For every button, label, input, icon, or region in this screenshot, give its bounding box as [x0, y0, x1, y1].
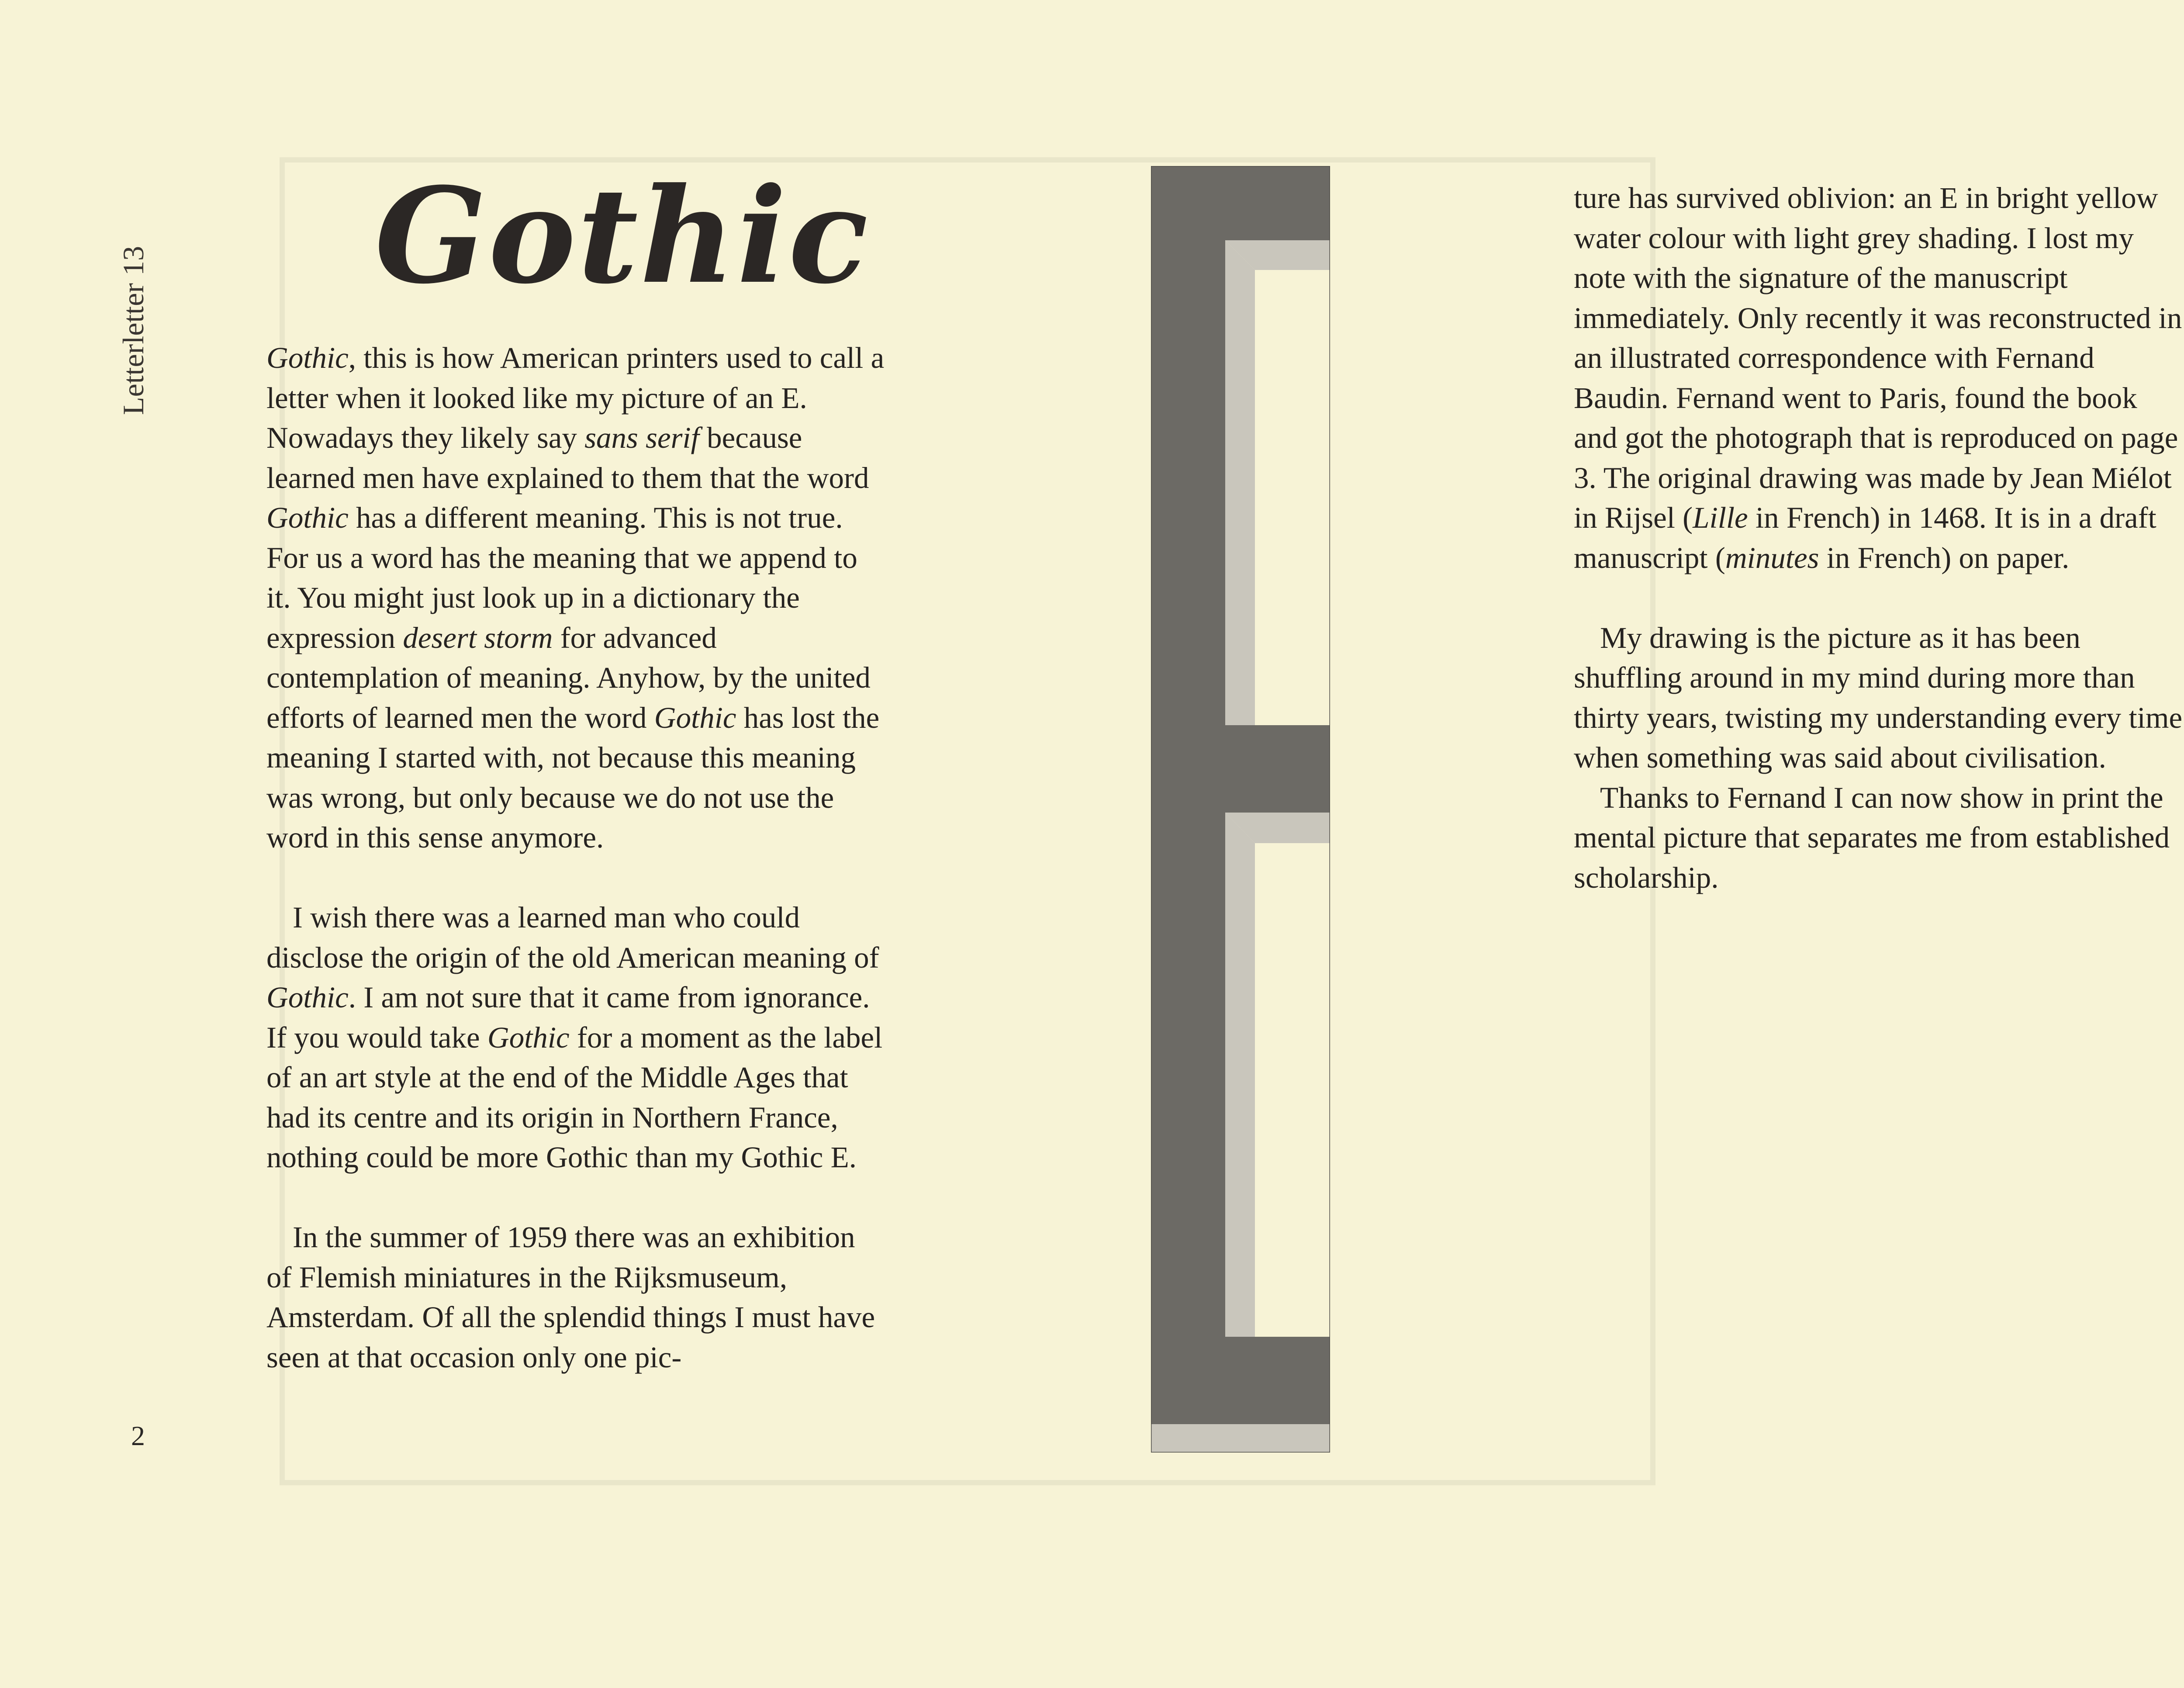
e-stem-shadow-lower: [1225, 813, 1255, 1337]
text-run: . I am not sure that it came from ignorance. If you would take: [266, 981, 870, 1054]
italic-run: Gothic: [487, 1020, 570, 1054]
e-middle-bar-dark: [1225, 725, 1330, 813]
e-base-light: [1151, 1424, 1330, 1453]
italic-run: Gothic: [654, 701, 736, 734]
e-stem-shadow-upper: [1225, 240, 1255, 725]
text-run: , this is how American printers used to call a letter when it looked like my picture of an E. Nowadays they likely say: [266, 341, 885, 454]
italic-run: Gothic: [266, 341, 349, 374]
text-run: I wish there was a learned man who could disclose the origin of the old American meaning of: [266, 901, 879, 974]
text-run: has lost the meaning I started with, not because this meaning was wrong, but only because we do not use the word in this sense anymore.: [266, 701, 880, 854]
text-run: ture has survived oblivion: an E in bright yellow water colour with light grey shading. I lost my note with the signature of the manuscript immediately. Only recently it was reconstructed in an illustrated correspondence with Fernand Baudin. Fernand went to Paris, found the book and got the photograph that is reproduced on page 3. The original drawing was made by Jean Miélot in Rijsel (: [1574, 181, 2182, 534]
text-run: for a moment as the label of an art style at the end of the Middle Ages that had its centre and its origin in Northern France, nothing could be more Gothic than my Gothic E.: [266, 1020, 883, 1174]
e-top-bar-dark: [1151, 166, 1330, 240]
gothic-e-illustration: [1151, 166, 1330, 1453]
right-text-column: [1574, 178, 2184, 898]
text-run: in French) in 1468. It is in a draft manuscript (: [1574, 501, 2156, 574]
italic-run: Gothic: [266, 501, 349, 534]
text-run: because learned men have explained to them that the word: [266, 421, 869, 495]
paragraph: [266, 898, 887, 1178]
italic-run: sans serif: [584, 421, 699, 454]
paragraph: [1574, 778, 2184, 898]
paragraph: [1574, 618, 2184, 778]
paragraph: [266, 338, 887, 858]
left-text-column: [266, 338, 887, 1377]
text-run: in French) on paper.: [1819, 541, 2070, 574]
text-run: In the summer of 1959 there was an exhibition of Flemish miniatures in the Rijksmuseum, Amsterdam. Of all the splendid things I must have seen at that occasion only one pic-: [266, 1221, 875, 1374]
paragraph: [266, 1218, 887, 1377]
text-run: Thanks to Fernand I can now show in print the mental picture that separates me from established scholarship.: [1574, 781, 2170, 894]
italic-run: Gothic: [266, 981, 349, 1014]
text-run: for advanced contemplation of meaning. Anyhow, by the united efforts of learned men the word: [266, 621, 871, 734]
page-number: 2: [131, 1420, 145, 1451]
italic-run: Lille: [1693, 501, 1748, 534]
text-run: My drawing is the picture as it has been shuffling around in my mind during more than thirty years, twisting my understanding every time when something was said about civilisation.: [1574, 621, 2183, 774]
paragraph: [1574, 178, 2184, 578]
italic-run: desert storm: [403, 621, 553, 654]
running-head: Letterletter 13: [117, 246, 150, 415]
page-title: Gothic: [375, 159, 870, 313]
e-stem-dark: [1151, 166, 1225, 1424]
text-run: has a different meaning. This is not true. For us a word has the meaning that we append to it. You might just look up in a dictionary the expression: [266, 501, 857, 654]
e-bottom-bar-dark: [1225, 1337, 1330, 1424]
italic-run: minutes: [1725, 541, 1819, 574]
